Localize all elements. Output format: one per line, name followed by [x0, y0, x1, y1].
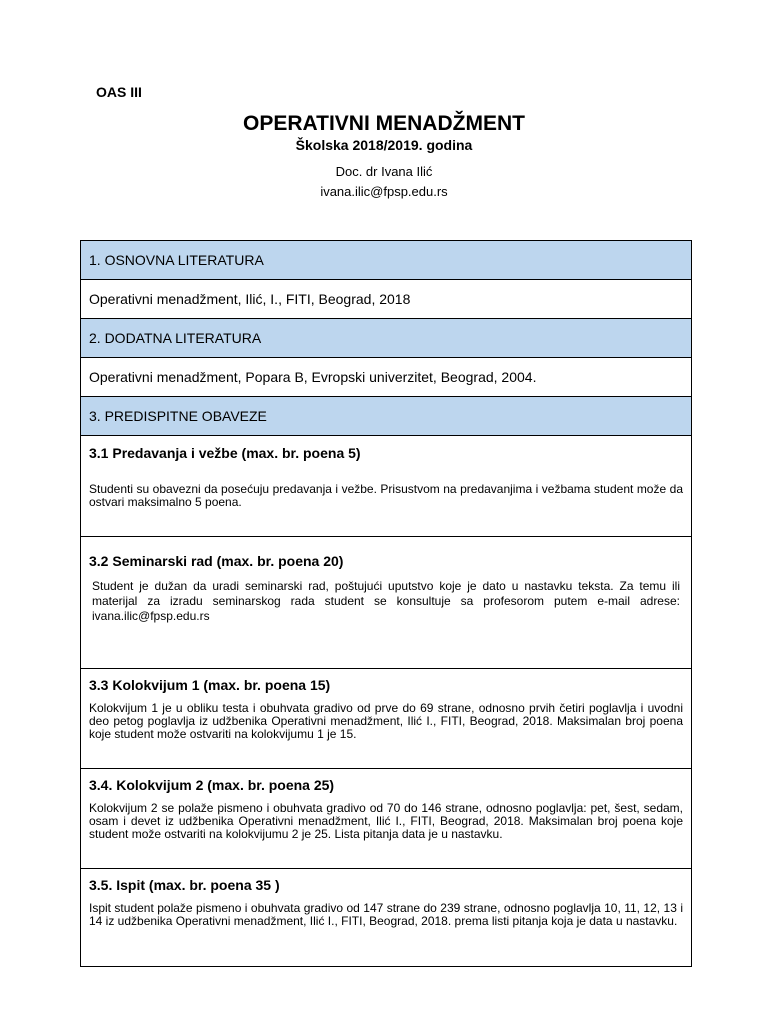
- obligation-cell: [81, 769, 692, 869]
- lecturer-email: ivana.ilic@fpsp.edu.rs: [320, 184, 448, 199]
- dodatna-literatura-content: Operativni menadžment, Popara B, Evropski univerzitet, Beograd, 2004.: [81, 358, 692, 397]
- obligation-title: 3.2 Seminarski rad (max. br. poena 20): [89, 553, 344, 569]
- section-header-row: [81, 397, 692, 436]
- obligation-title: 3.1 Predavanja i vežbe (max. br. poena 5): [89, 445, 361, 461]
- section-header-row: [81, 319, 692, 358]
- obligation-cell: [81, 436, 692, 537]
- obligation-row: [81, 537, 692, 669]
- obligation-cell: [81, 669, 692, 769]
- lecturer-name: Doc. dr Ivana Ilić: [335, 164, 433, 179]
- obligation-body: Studenti su obavezni da posećuju predavanja i vežbe. Prisustvom na predavanjima i vežbama student može da ostvari maksimalno 5 poena.: [89, 482, 683, 509]
- section-heading-osnovna-literatura: 1. OSNOVNA LITERATURA: [81, 241, 692, 280]
- obligation-title: 3.5. Ispit (max. br. poena 35 ): [89, 877, 280, 893]
- obligation-body: Student je dužan da uradi seminarski rad, poštujući uputstvo koje je dato u nastavku teksta. Za temu ili materijal za izradu seminarskog rada student se konsultuje sa profesorom putem e-mail adrese: ivana.ilic@fpsp.edu.rs: [92, 579, 680, 623]
- syllabus-table: [80, 240, 692, 967]
- course-title: OPERATIVNI MENADŽMENT: [243, 112, 525, 135]
- obligation-body: Kolokvijum 2 se polaže pismeno i obuhvata gradivo od 70 do 146 strane, odnosno poglavlja: pet, šest, sedam, osam i devet iz udžbenika Operativni menadžment, Ilić I., FITI, Beograd, 2018. Maksimalan broj poena koje student može ostvariti na kolokvijumu 2 je 25. Lista pitanja data je u nastavku.: [89, 801, 683, 841]
- section-heading-predispitne-obaveze: 3. PREDISPITNE OBAVEZE: [81, 397, 692, 436]
- obligation-cell: [81, 869, 692, 967]
- obligation-row: [81, 436, 692, 537]
- school-year: Školska 2018/2019. godina: [295, 137, 473, 153]
- document-code: OAS III: [96, 84, 142, 100]
- osnovna-literatura-content: Operativni menadžment, Ilić, I., FITI, Beograd, 2018: [81, 280, 692, 319]
- obligation-cell: [81, 537, 692, 669]
- obligation-row: [81, 769, 692, 869]
- section-heading-dodatna-literatura: 2. DODATNA LITERATURA: [81, 319, 692, 358]
- obligation-title: 3.3 Kolokvijum 1 (max. br. poena 15): [89, 677, 331, 693]
- obligation-title: 3.4. Kolokvijum 2 (max. br. poena 25): [89, 777, 335, 793]
- obligation-body: Kolokvijum 1 je u obliku testa i obuhvata gradivo od prve do 69 strane, odnosno prvih četiri poglavlja i uvodni deo petog poglavlja iz udžbenika Operativni menadžment, Ilić I., FITI, Beograd, 2018. Maksimalan broj poena koje student može ostvariti na kolokvijumu 1 je 15.: [89, 701, 683, 741]
- obligation-body: Ispit student polaže pismeno i obuhvata gradivo od 147 strane do 239 strane, odnosno poglavlja 10, 11, 12, 13 i 14 iz udžbenika Operativni menadžment, Ilić I., FITI, Beograd, 2018. prema listi pitanja koja je data u nastavku.: [89, 901, 683, 928]
- obligation-row: [81, 869, 692, 967]
- section-content-row: [81, 280, 692, 319]
- section-content-row: [81, 358, 692, 397]
- obligation-row: [81, 669, 692, 769]
- section-header-row: [81, 241, 692, 280]
